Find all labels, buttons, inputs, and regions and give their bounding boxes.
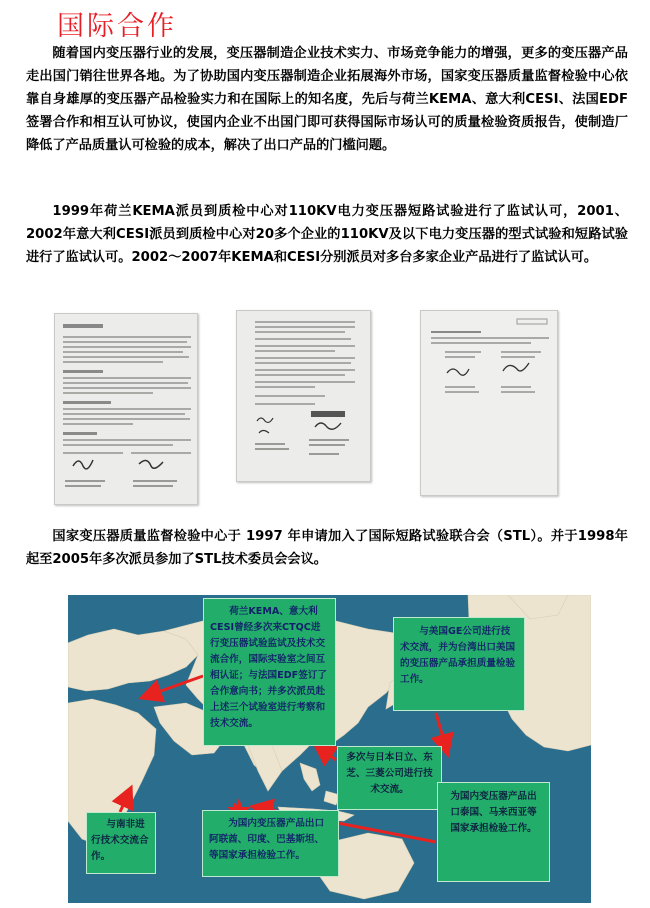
note-usa-ge: 与美国GE公司进行技术交流，并为台湾出口美国的变压器产品承担质量检验工作。: [393, 617, 525, 711]
page-title: 国际合作: [57, 11, 177, 42]
note-japan: 多次与日本日立、东芝、三菱公司进行技术交流。: [337, 746, 442, 810]
note-south-africa: 与南非进行技术交流合作。: [86, 812, 156, 874]
history-paragraph: 1999年荷兰KEMA派员到质检中心对110KV电力变压器短路试验进行了监试认可，2001、2002年意大利CESI派员到质检中心对20多个企业的110KV及以下电力变压器的型式试验和短路试验进行了监试认可。2002～2007年KEMA和CESI分别派员对多台多家企业产品进行了监试认可。: [26, 204, 628, 265]
intro-paragraph: 随着国内变压器行业的发展，变压器制造企业技术实力、市场竞争能力的增强，更多的变压器产品走出国门销往世界各地。为了协助国内变压器制造企业拓展海外市场，国家变压器质量监督检验中心依靠自身雄厚的变压器产品检验实力和在国际上的知名度，先后与荷兰KEMA、意大利CESI、法国EDF签署合作和相互认可协议，使国内企业不出国门即可获得国际市场认可的质量检验资质报告，使制造厂降低了产品质量认可检验的成本，解决了出口产品的门槛问题。: [26, 46, 628, 153]
stl-paragraph: 国家变压器质量监督检验中心于 1997 年申请加入了国际短路试验联合会（STL）。并于1998年起至2005年多次派员参加了STL技术委员会会议。: [26, 529, 628, 567]
note-europe-labs: 荷兰KEMA、意大利CESI曾经多次来CTQC进行变压器试验监试及技术交流合作，国际实验室之间互相认证；与法国EDF签订了合作意向书；并多次派员赴上述三个试验室进行考察和技术交流。: [203, 598, 336, 746]
certificate-image-kema: [54, 313, 198, 505]
note-middle-east-india: 为国内变压器产品出口阿联酋、印度、巴基斯坦、等国家承担检验工作。: [202, 810, 339, 877]
certificate-image-cesi: [236, 310, 371, 482]
note-thailand-malaysia: 为国内变压器产品出口泰国、马来西亚等国家承担检验工作。: [437, 782, 550, 882]
certificate-image-edf: [420, 310, 558, 496]
